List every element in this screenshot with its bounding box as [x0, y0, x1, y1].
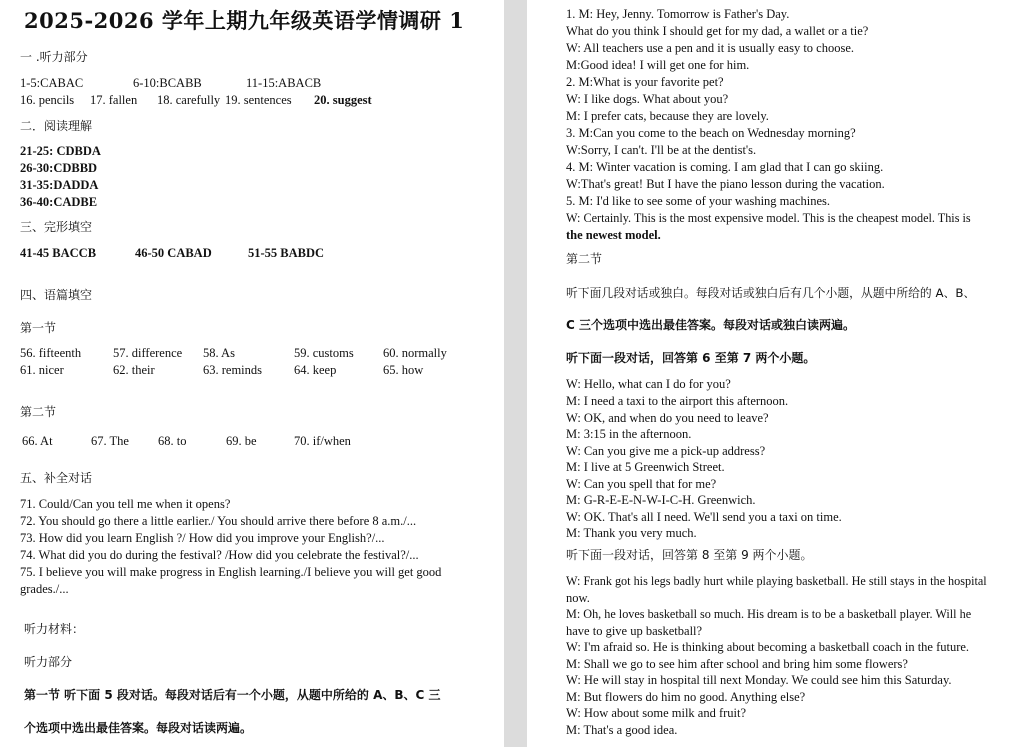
script-line: W: How about some milk and fruit?	[566, 706, 747, 720]
section-heading-text-fill: 四、语篇填空	[20, 288, 93, 302]
script-line: 3. M:Can you come to the beach on Wednesday morning?	[566, 126, 856, 140]
script-line: M: Oh, he loves basketball so much. His dream is to be a basketball player. Will he	[566, 607, 972, 621]
instruction-line: 听下面几段对话或独白。每段对话或独白后有几个小题，从题中所给的 A、B、	[566, 286, 976, 300]
script-line: W: He will stay in hospital till next Monday. We could see him this Saturday.	[566, 673, 952, 687]
script-line: now.	[566, 591, 590, 605]
script-line: the newest model.	[566, 228, 661, 242]
script-line: M: I prefer cats, because they are lovely.	[566, 109, 769, 123]
section-heading-cloze: 三、完形填空	[20, 220, 93, 234]
answer-key-page	[0, 0, 504, 747]
script-line: W: OK. That's all I need. We'll send you a taxi on time.	[566, 510, 842, 524]
script-line: 5. M: I'd like to see some of your washing machines.	[566, 194, 831, 208]
answer-line: 26-30:CDBBD	[20, 161, 98, 175]
answer-line: 51-55 BABDC	[248, 246, 325, 260]
section-heading-material: 听力材料：	[24, 622, 85, 636]
script-line: M: Thank you very much.	[566, 526, 697, 540]
page-gutter	[504, 0, 527, 747]
dialogue-answer: 73. How did you learn English ?/ How did you improve your English?/...	[20, 531, 385, 545]
answer-line: 18. carefully	[157, 93, 221, 107]
section-heading-reading: 二．阅读理解	[20, 119, 93, 133]
script-line: W: I like dogs. What about you?	[566, 92, 729, 106]
instruction-line: 听下面一段对话，回答第 6 至第 7 两个小题。	[566, 351, 816, 365]
script-line: W: All teachers use a pen and it is usually easy to choose.	[566, 41, 855, 55]
answer-line: 31-35:DADDA	[20, 178, 99, 192]
script-line: M:Good idea! I will get one for him.	[566, 58, 750, 72]
script-line: have to give up basketball?	[566, 624, 703, 638]
answer-line: 67. The	[91, 434, 129, 448]
answer-line: 11-15:ABACB	[246, 76, 322, 90]
answer-line: 61. nicer	[20, 363, 64, 377]
dialogue-answer: 74. What did you do during the festival? /How did you celebrate the festival?/...	[20, 548, 419, 562]
script-line: What do you think I should get for my dad, a wallet or a tie?	[566, 24, 869, 38]
page-title: 2025-2026 学年上期九年级英语学情调研 1	[24, 8, 465, 33]
script-line: 1. M: Hey, Jenny. Tomorrow is Father's Day.	[566, 7, 790, 21]
script-line: M: I live at 5 Greenwich Street.	[566, 460, 725, 474]
instruction-line: C 三个选项中选出最佳答案。每段对话或独白读两遍。	[566, 318, 855, 332]
script-line: W: Hello, what can I do for you?	[566, 377, 731, 391]
script-line: M: 3:15 in the afternoon.	[566, 427, 692, 441]
dialogue-answer: 72. You should go there a little earlier./ You should arrive there before 8 a.m./...	[20, 514, 417, 528]
dialogue-answer: 71. Could/Can you tell me when it opens?	[20, 497, 231, 511]
script-line: 4. M: Winter vacation is coming. I am glad that I can go skiing.	[566, 160, 884, 174]
script-line: W:That's great! But I have the piano lesson during the vacation.	[566, 177, 885, 191]
script-line: M: G-R-E-E-N-W-I-C-H. Greenwich.	[566, 493, 756, 507]
answer-line: 69. be	[226, 434, 257, 448]
script-line: 2. M:What is your favorite pet?	[566, 75, 724, 89]
answer-line: 57. difference	[113, 346, 183, 360]
answer-line: 68. to	[158, 434, 187, 448]
part-heading: 第一节	[20, 321, 57, 335]
part-heading: 第二节	[20, 405, 57, 419]
answer-line: 64. keep	[294, 363, 337, 377]
instruction-line: 第一节 听下面 5 段对话。每段对话后有一个小题，从题中所给的 A、B、C 三	[24, 688, 441, 702]
answer-line: 56. fifteenth	[20, 346, 82, 360]
dialogue-answer: grades./...	[20, 582, 69, 596]
section-heading-listening-part: 听力部分	[24, 655, 73, 669]
script-line: W: Can you spell that for me?	[566, 477, 717, 491]
answer-line: 36-40:CADBE	[20, 195, 98, 209]
script-line: W: Certainly. This is the most expensive model. This is the cheapest model. This is	[566, 211, 971, 225]
answer-line: 46-50 CABAD	[135, 246, 212, 260]
answer-line: 63. reminds	[203, 363, 263, 377]
script-line: W: Frank got his legs badly hurt while playing basketball. He still stays in the hospital	[566, 574, 987, 588]
answer-line: 20. suggest	[314, 93, 372, 107]
script-line: W: I'm afraid so. He is thinking about becoming a basketball coach in the future.	[566, 640, 970, 654]
answer-line: 66. At	[22, 434, 53, 448]
answer-line: 19. sentences	[225, 93, 292, 107]
answer-line: 65. how	[383, 363, 424, 377]
script-line: W: Can you give me a pick-up address?	[566, 444, 766, 458]
listening-script-page	[527, 0, 1012, 747]
script-line: M: I need a taxi to the airport this afternoon.	[566, 394, 789, 408]
answer-line: 59. customs	[294, 346, 354, 360]
script-line: W:Sorry, I can't. I'll be at the dentist's.	[566, 143, 757, 157]
answer-line: 1-5:CABAC	[20, 76, 84, 90]
answer-line: 17. fallen	[90, 93, 138, 107]
answer-line: 60. normally	[383, 346, 447, 360]
script-line: M: Shall we go to see him after school and bring him some flowers?	[566, 657, 908, 671]
answer-line: 21-25: CDBDA	[20, 144, 101, 158]
section-heading-dialogue: 五、补全对话	[20, 471, 93, 485]
answer-line: 70. if/when	[294, 434, 351, 448]
script-line: M: That's a good idea.	[566, 723, 678, 737]
answer-line: 6-10:BCABB	[133, 76, 202, 90]
dialogue-answer: 75. I believe you will make progress in English learning./I believe you will get good	[20, 565, 442, 579]
section-heading-listening: 一 .听力部分	[20, 50, 88, 64]
answer-line: 16. pencils	[20, 93, 75, 107]
answer-line: 58. As	[203, 346, 235, 360]
script-line: W: OK, and when do you need to leave?	[566, 411, 769, 425]
answer-line: 62. their	[113, 363, 155, 377]
instruction-line: 听下面一段对话，回答第 8 至第 9 两个小题。	[566, 548, 813, 562]
answer-line: 41-45 BACCB	[20, 246, 97, 260]
part-heading: 第二节	[566, 252, 603, 266]
instruction-line: 个选项中选出最佳答案。每段对话读两遍。	[24, 721, 253, 735]
script-line: M: But flowers do him no good. Anything else?	[566, 690, 806, 704]
